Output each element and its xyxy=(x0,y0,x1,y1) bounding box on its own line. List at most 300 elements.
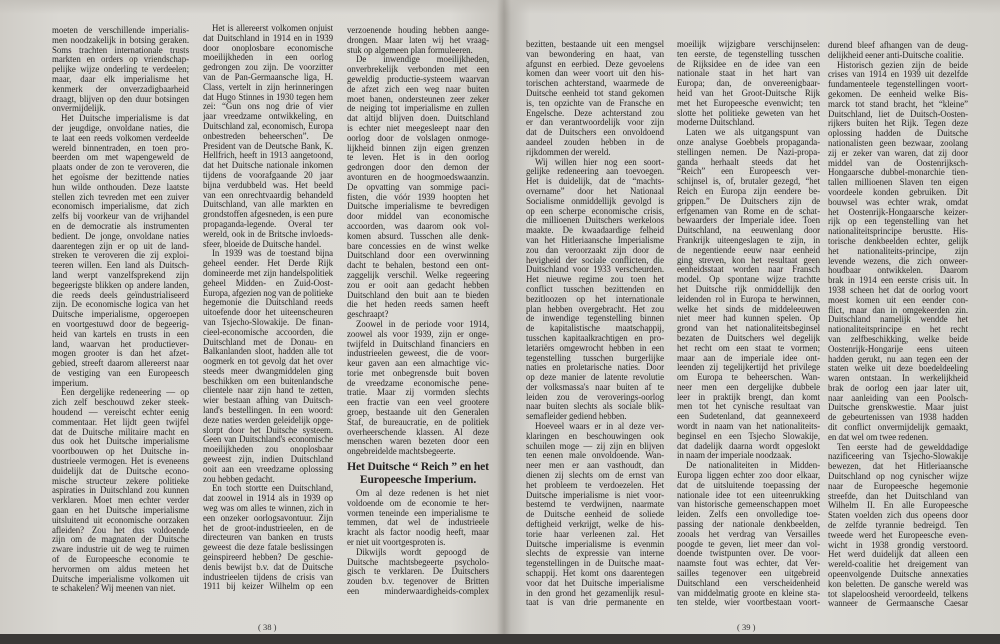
text-line: dacht te behalen, bestond een ont- xyxy=(347,260,489,271)
paragraph xyxy=(347,26,489,55)
text-line: van middelmatig groote en kleine sta- xyxy=(677,587,820,598)
text-line: gisch te verklaren. De Duitschers xyxy=(347,566,489,577)
text-line: erfgenamen van Rome en de schat- xyxy=(677,205,820,216)
text-line: eenheidsstaat worden naar Fransch xyxy=(677,264,820,275)
text-line: wicht in 1938 grondig verstoord. xyxy=(828,539,968,550)
paragraph xyxy=(347,55,489,320)
text-line: jaar vreedzame ontwikkeling, en xyxy=(203,111,333,122)
text-line: Duitsche imperialisme is niet voor- xyxy=(526,489,664,500)
paragraph xyxy=(347,320,489,457)
text-line: crises van 1914 en 1939 uit dezelfde xyxy=(828,69,968,80)
text-line: een onzeker oorlogsavontuur. Zijn xyxy=(203,512,333,523)
text-line: gedrongen zou zijn. De voorzitter xyxy=(203,62,333,73)
text-line: delijkheid eener anti-Duitsche coalitie. xyxy=(828,49,964,60)
text-line: zei: “Gun ons nog drie of vier xyxy=(203,101,333,112)
text-line: zware industrie uit de weg te ruimen xyxy=(52,544,189,555)
paragraph xyxy=(526,158,664,423)
paragraph xyxy=(203,484,333,592)
text-line: clientele naar zijn hand te zetten, xyxy=(203,385,333,396)
text-line: Duitschland, na eeuwenlang door xyxy=(677,225,820,236)
text-line: bewezen, dat het Hitleriaansche xyxy=(828,461,968,472)
text-column-6 xyxy=(828,41,968,609)
text-line: van het Hitleriaansche Imperialisme xyxy=(526,234,664,245)
text-line: Europa, afgezien nog van de politieke xyxy=(203,287,333,298)
text-line: letariërs omgewrocht hebben in een xyxy=(526,342,664,353)
text-line: gedrongen door den demon der xyxy=(347,162,489,173)
text-line: afgunst en eerbied. Deze gevoelens xyxy=(526,58,664,69)
page-number-right: ( 39 ) xyxy=(737,622,756,632)
text-line: avonturen en de hoogmoedswaanzin. xyxy=(347,171,489,182)
text-line: Frankrijk uiteengeslagen te zijn, in xyxy=(677,234,820,245)
text-line: industrieelen tijdens de crisis van xyxy=(203,571,333,582)
text-line: neer men er aan vasthoudt, dan xyxy=(526,460,664,471)
text-line: torie haar verleenen zal. Het xyxy=(526,528,664,539)
text-line: nationaliteitsprincipe berustte. His- xyxy=(828,226,968,237)
text-line: leer in praktijk brengt, dan komt xyxy=(677,391,820,402)
text-line: dat altijd blijven doen. Duitschland xyxy=(347,113,489,124)
text-line: men tot het cynische resultaat van xyxy=(677,401,820,412)
text-line: ten eenen male onvoldoende. Wan- xyxy=(526,450,664,461)
text-line: hadden gerukt, nu aan tegen een der xyxy=(828,353,968,364)
text-line: bestemd te verdwijnen, naarmate xyxy=(526,499,664,510)
text-line: tegenstellingen in de Duitsche maat- xyxy=(526,558,664,569)
text-column-2 xyxy=(203,24,333,592)
text-line: is echter niet meegesleept naar den xyxy=(347,122,489,133)
text-line: Duitschland door een overwinning xyxy=(347,250,489,261)
text-line: dienen zij slechts om de ernst van xyxy=(526,470,664,481)
text-line: zijn. De economische logica van het xyxy=(52,299,189,310)
text-line: Staf, de bureaucratie, en de politiek xyxy=(347,416,489,427)
text-line: der jeugdige, onvoldane naties, die xyxy=(52,122,189,133)
text-line: overname” door het Nationaal xyxy=(526,185,664,196)
text-line: afleiden? Zou het dus voldoende xyxy=(52,524,189,535)
text-line: de inwendige tegenstelling binnen xyxy=(526,313,664,324)
heading-line: Het Duitsche “ Reich ” en het xyxy=(347,460,489,474)
text-line: houdend — vereischt echter eenig xyxy=(52,407,189,418)
text-line: taat is van drie permanente en xyxy=(526,597,664,608)
text-line: accoorden, was daarom ook vol- xyxy=(347,220,489,231)
text-line: naar buiten slechts als sociale blik- xyxy=(526,401,664,412)
text-line: overheerschende klassen. Al deze xyxy=(347,426,489,437)
text-line: voldoende om de economie te her- xyxy=(347,497,489,508)
text-line: Zoowel in de periode voor 1914, xyxy=(356,318,489,329)
text-line: tot slapeloosheid veroordeeld, telkens xyxy=(828,588,968,599)
text-line: niet meer had kunnen spelen. Op xyxy=(677,313,820,324)
text-line: naar aanleiding van een Poolsch- xyxy=(828,392,968,403)
text-line: industrieelen geweest, die de voor- xyxy=(347,348,489,359)
text-line: Om al deze redenen is het niet xyxy=(356,488,489,499)
text-line: voordeele konden gebruiken. Dit xyxy=(828,186,968,197)
text-line: Duitschland, van alle markten en xyxy=(203,199,333,210)
text-column-3 xyxy=(347,26,489,597)
text-line: wanneer de Germaansche Caesar xyxy=(828,598,968,609)
text-line: De opvatting van sommige paci- xyxy=(347,181,489,192)
text-line: grondstoffen afgesneden, is een pure xyxy=(203,209,333,220)
text-line: gebied, streeft daarom allereerst naar xyxy=(52,358,189,369)
text-line: en voortgestuwd door de begeerig- xyxy=(52,318,189,329)
text-line: het Duitsche rijk onmiddellijk den xyxy=(677,283,820,294)
paragraph xyxy=(52,114,189,388)
text-line: directeuren van banken en trusts xyxy=(203,532,333,543)
text-line: dat Hugo Stinnes in 1930 tegen hem xyxy=(203,91,333,102)
text-line: ooit aan een vreedzame oplossing xyxy=(203,463,333,474)
text-line: dat de uitsluitende toepassing der xyxy=(677,479,820,490)
text-line: grond van het nationaliteitsbeginsel xyxy=(677,323,820,334)
text-line: Wilhelm II. En alle Europeesche xyxy=(828,500,968,511)
text-line: dat dadelijk daarna wordt opgeslokt xyxy=(677,440,820,451)
text-line: sfeer, bloeide de Duitsche handel. xyxy=(203,238,322,249)
text-line: zijn om de magnaten der Duitsche xyxy=(52,534,189,545)
text-line: het egoïsme der bezittende naties xyxy=(52,171,189,182)
text-line: de vestiging van een Europeesch xyxy=(52,367,189,378)
text-line: nationale staat in het hart van xyxy=(677,68,820,79)
text-line: Het werd duidelijk dat alleen een xyxy=(828,549,968,560)
paragraph xyxy=(828,443,968,610)
text-line: streken te veroveren die zij exploi- xyxy=(52,250,189,261)
text-line: houdbaar ontwikkelen. Daarom xyxy=(828,265,968,276)
text-line: Hongaarsche dubbel-monarchie tien- xyxy=(828,167,968,178)
text-line: dus ook het Duitsche imperialisme xyxy=(52,436,189,447)
text-line: die het heden reeds samen heeft xyxy=(347,299,489,310)
text-line: maar aan de imperiale idee ont- xyxy=(677,352,820,363)
text-line: der volksmassa's naar buiten af te xyxy=(526,381,664,392)
text-line: dat het Duitsche nationale inkomen xyxy=(203,160,333,171)
text-line: 1938 scheen het dat de oorlog voort xyxy=(828,284,968,295)
text-line: schijnsel is, of, brutaler gezegd, “het xyxy=(677,176,820,187)
text-line: stuk op algemeen plan formuleeren. xyxy=(347,44,473,55)
text-line: groep, bestaande uit den Generalen xyxy=(347,407,489,418)
text-line: Hoeveel waars er in al deze ver- xyxy=(535,421,664,432)
text-line: lijkheid binnen zijn eigen grenzen xyxy=(347,142,489,153)
text-line: streefde, dan het Duitschland van xyxy=(828,490,968,501)
text-line: ging streven, kon het resultaat geen xyxy=(677,254,820,265)
text-line: ongebreidelde machtsbegeerte. xyxy=(347,446,456,457)
text-line: ten eerste, de tegenstelling tusschen xyxy=(677,48,820,59)
text-line: Reich en Europa zijn eendere be- xyxy=(677,185,820,196)
text-line: Europa; dan, de onvereenigbaar- xyxy=(677,78,820,89)
text-line: voor dat het Duitsche imperialisme xyxy=(526,577,664,588)
text-line: gelijke redeneering aan toevoegen. xyxy=(526,166,664,177)
text-line: heid van het Groot-Duitsche Rijk xyxy=(677,87,820,98)
paragraph xyxy=(203,24,333,249)
text-line: van de Pan-Germaansche liga, H. xyxy=(203,71,333,82)
text-line: domineerde met zijn handelspolitiek xyxy=(203,267,333,278)
text-line: rijk op een tegenstelling van het xyxy=(828,216,968,227)
text-line: duidelijk dat de Duitsche econo- xyxy=(52,465,189,476)
text-line: Class, vertelt in zijn herinneringen xyxy=(203,81,333,92)
text-line: Duitschland zal, economisch, Europa xyxy=(203,120,333,131)
text-line: Duitsche machtsbegeerte psycholo- xyxy=(347,556,489,567)
text-line: bezaten de Duitschers wel degelijk xyxy=(677,332,820,343)
text-line: tweede werd het Europeesche even- xyxy=(828,529,968,540)
text-line: staten welke uit deze boedeldeeling xyxy=(828,363,968,374)
page-number-left: ( 38 ) xyxy=(258,622,277,632)
text-line: schuilen moge — zij zijn en blijven xyxy=(526,440,664,451)
text-line: onbestreden beheerschen”. De xyxy=(203,130,333,141)
paragraph xyxy=(347,489,489,548)
text-line: kon beletten. De gansche wereld was xyxy=(828,578,968,589)
text-line: weg was om alles te winnen, zich in xyxy=(203,503,333,514)
text-line: door onoplosbare economische xyxy=(203,42,333,53)
text-line: durend bleef afhangen van de deug- xyxy=(828,40,968,50)
text-line: semafleider gediend hebben. xyxy=(526,411,627,422)
text-line: tallen millioenen Slaven ten eigen xyxy=(828,177,968,188)
text-line: begeerigste blikken op andere landen, xyxy=(52,279,189,290)
text-line: De nationaliteiten in Midden- xyxy=(686,460,820,471)
text-line: Dikwijls wordt gepoogd de xyxy=(356,546,489,557)
text-line: verklaren. Moet men echter verder xyxy=(52,495,189,506)
text-line: er niet uit voortgesproten is. xyxy=(347,537,446,548)
text-line: passing der nationale denkbeelden, xyxy=(677,519,820,530)
text-line: Het Duitsche imperialisme is dat xyxy=(61,113,189,124)
text-line: levende wezens, die zich onweer- xyxy=(828,255,968,266)
text-line: kracht als factor noodig heeft, maar xyxy=(347,527,489,538)
text-line: dat de Duitschers een onvoldoend xyxy=(526,127,664,138)
text-line: Duitschland den buit aan te bieden xyxy=(347,289,489,300)
text-line: wereld-coalitie het dreigement van xyxy=(828,559,968,570)
text-line: oplossing hadden de Duitsche xyxy=(828,128,968,139)
text-line: onvermijdelijk. xyxy=(52,103,106,114)
text-line: op een scherpe economische crisis, xyxy=(526,205,664,216)
paragraph xyxy=(347,548,489,597)
text-line: kenmerk der onverzadigbaarheid xyxy=(52,83,189,94)
text-line: op deze manier de latente revolutie xyxy=(526,372,664,383)
paragraph xyxy=(526,40,664,158)
text-line: moet banen, ondersteunen zeer zeker xyxy=(347,93,489,104)
text-line: hevigheid der sociale conflicten, die xyxy=(526,254,664,265)
text-line: stellingen nemen. De Nazi-propa- xyxy=(677,146,820,157)
text-line: Socialisme onmiddellijk gevolgd is xyxy=(526,195,664,206)
text-line: imperium. xyxy=(52,377,89,388)
text-line: Het nieuwe regime zou toen het xyxy=(526,274,664,285)
text-line: Duitsche grenskwestie. Maar juist xyxy=(828,402,968,413)
text-line: onverbrekelijk verbonden met een xyxy=(347,64,489,75)
text-line: land werpt vanzelfsprekend zijn xyxy=(52,269,189,280)
text-line: leenden zij tegelijkertijd het privilege xyxy=(677,362,820,373)
text-line: bijna verdubbeld was. Het beeld xyxy=(203,179,333,190)
text-line: zich zelf beschouwd zeker steek- xyxy=(52,397,189,408)
text-line: poogde te geven, liet meer dan vol- xyxy=(677,538,820,549)
text-line: bare concessies en de winst welke xyxy=(347,240,489,251)
text-line: geheel eender. Het Derde Rijk xyxy=(203,258,333,269)
text-line: leidenden rol in Europa te herwinnen, xyxy=(677,293,820,304)
text-line: de gebeurtenissen van 1938 hadden xyxy=(828,412,968,423)
text-line: moeilijkheden in een oorlog xyxy=(203,52,333,63)
text-line: menschen waren bezeten door een xyxy=(347,436,489,447)
text-line: de neiging tot imperialisme en zullen xyxy=(347,103,489,114)
text-line: mische structeur zekere politieke xyxy=(52,475,189,486)
text-line: geweest die deze fatale beslissingen xyxy=(203,542,333,553)
text-line: van historische gemeenschappen moet xyxy=(677,499,820,510)
text-line: grippen.” De Duitschers zijn de xyxy=(677,195,820,206)
text-line: land, waarvan het productiever- xyxy=(52,338,189,349)
text-line: Staten voelden zich dus opeens door xyxy=(828,510,968,521)
text-line: van zelfbeschikking, welke beide xyxy=(828,333,968,344)
text-line: moderne Duitschland. xyxy=(677,117,755,128)
text-column-1 xyxy=(52,26,189,594)
text-line: slechts de expressie van interne xyxy=(526,548,664,559)
text-line: plan hebben overgebracht. Het zou xyxy=(526,303,664,314)
text-line: en de democratie als instrumenten xyxy=(52,220,189,231)
text-line: de afzet zich een weg naar buiten xyxy=(347,83,489,94)
text-line: brak in 1914 een eerste crisis uit. In xyxy=(828,275,968,286)
text-line: er dan verantwoordelijk voor zijn xyxy=(526,117,664,128)
text-line: Engelsche. Deze achterstand zou xyxy=(526,107,664,118)
text-line: rijkdommen der wereld. xyxy=(526,146,611,157)
text-line: commentaar. Het lijdt geen twijfel xyxy=(52,416,189,427)
text-line: beschikken om een buitenlandsche xyxy=(203,375,333,386)
text-line: nazificeering van Tsjecho-Slowakije xyxy=(828,451,968,462)
text-line: geweldig productie-systeem waarvan xyxy=(347,73,489,84)
text-line: het recht om een staat te vormen; xyxy=(677,342,820,353)
text-line: komen absurd. Tusschen alle denk- xyxy=(347,230,489,241)
text-line: fundamenteele tegenstellingen voort- xyxy=(828,79,968,90)
text-line: zou dan veroorzaakt zijn door de xyxy=(526,244,664,255)
paragraph xyxy=(677,40,820,128)
text-line: heid van kartels en trusts in een xyxy=(52,328,189,339)
text-line: twijfeld in Duitschland financiers en xyxy=(347,338,489,349)
text-line: Historisch gezien zijn de beide xyxy=(837,59,968,70)
text-line: ten stelde, wier voortbestaan voort- xyxy=(677,597,820,608)
text-line: dat zoowel in 1914 als in 1939 op xyxy=(203,493,333,504)
text-line: tijdens de voorafgaande 20 jaar xyxy=(203,169,333,180)
text-line: Duitsche imperialisme volkomen uit xyxy=(52,573,189,584)
text-line: De inwendige moeilijkheden, xyxy=(356,54,489,65)
text-line: Duitsche imperialisme is evenmin xyxy=(526,538,664,549)
text-line: zou er ooit aan gedacht hebben xyxy=(347,279,489,290)
text-line: men noodzakelijk in botsing geraken. xyxy=(52,34,189,45)
text-line: naties en proletarische naties. Door xyxy=(526,362,664,373)
text-line: door middel van economische xyxy=(347,211,489,222)
text-line: wordt in naam van het nationaliteits- xyxy=(677,421,820,432)
text-line: komen dan weer voort uit den his- xyxy=(526,68,664,79)
text-line: Duitschland met de Donau- en xyxy=(203,336,333,347)
text-line: uitoefende door het uiteenscheuren xyxy=(203,307,333,318)
text-line: sailles tegenover een uitgebreid xyxy=(677,568,820,579)
text-line: van bewondering en haat, van xyxy=(526,48,664,59)
text-line: maakte. De kwaadaardige felheid xyxy=(526,225,664,236)
text-line: zou hebben gedacht. xyxy=(203,473,275,484)
text-line: land's bestellingen. In een woord: xyxy=(203,405,333,416)
text-line: dat Duitschland in 1914 en in 1939 xyxy=(203,32,333,43)
text-line: geinspireerd hebben? De geschie- xyxy=(203,552,333,563)
paragraph xyxy=(52,388,189,594)
text-line: aandeel zouden hebben in de xyxy=(526,136,664,147)
text-line: marck tot stand bracht, het “kleine” xyxy=(828,98,968,109)
text-line: is, ten opzichte van de Fransche en xyxy=(526,97,664,108)
text-line: propaganda-legende. Overal ter xyxy=(203,218,333,229)
text-line: moeilijk wijzigbare verschijnselen: xyxy=(677,39,820,49)
text-line: om Europa te beheerschen. Wan- xyxy=(677,372,820,383)
text-line: een Sudetenland, dat geannexeerd xyxy=(677,411,820,422)
text-line: oogmerk en tot gevolg dat het over xyxy=(203,356,333,367)
paragraph xyxy=(828,41,968,61)
text-line: ganda herhaalt steeds dat het xyxy=(677,156,820,167)
text-line: cieel-economische accoorden, die xyxy=(203,326,333,337)
text-line: de Rijksidee en de idee van een xyxy=(677,58,820,69)
text-line: te laat een reeds volkomen verdeelde xyxy=(52,132,189,143)
text-line: Europa liggen echter zoo door elkaar, xyxy=(677,470,820,481)
text-line: daarentegen zijn er op uit de land- xyxy=(52,240,189,251)
text-line: model. Op spontane wijze trachtte xyxy=(677,274,820,285)
text-line: schappij. Het komt ons daarentegen xyxy=(526,568,664,579)
text-line: markten en orders op vriendschap- xyxy=(52,54,189,65)
heading-line: Europeesche Imperium. xyxy=(359,472,477,486)
text-line: “Reich” een Europeesch ver- xyxy=(677,166,820,177)
text-line: dat de Duitsche militaire macht en xyxy=(52,426,189,437)
text-line: moeten de verschillende imperialis- xyxy=(52,25,189,35)
text-line: klaringen en beschouwingen ook xyxy=(526,430,664,441)
text-line: Duitschland voor 1933 verscheurden. xyxy=(526,264,664,275)
text-line: van een onrechtvaardig behandeld xyxy=(203,189,333,200)
text-line: Laten we als uitgangspunt van xyxy=(686,127,820,138)
text-line: deftigheid verkrijgt, welke de his- xyxy=(526,519,664,530)
text-line: bouwsel was echter wrak, omdat xyxy=(828,196,968,207)
text-line: oorlog door de volslagen onmoge- xyxy=(347,132,489,143)
text-line: maar, daar elk imperialisme het xyxy=(52,73,189,84)
text-line: slorpt door het Duitsche systeem. xyxy=(203,424,333,435)
text-line: in den grond het gezamenlijk resul- xyxy=(526,587,664,598)
text-line: In 1939 was de toestand bijna xyxy=(212,248,333,259)
text-line: bezitten, bestaande uit een mengsel xyxy=(526,39,664,49)
paragraph xyxy=(52,26,189,114)
text-line: torische denkbeelden echter, gelijk xyxy=(828,235,968,246)
text-line: de kapitalistische maatschappij, xyxy=(526,323,664,334)
text-line: fisten, die vóór 1939 hoopten het xyxy=(347,191,489,202)
text-line: of de Europeesche economie te xyxy=(52,554,189,565)
text-line: een fractie van een veel grootere xyxy=(347,397,489,408)
text-line: de zelfde tyrannie bedreigd. Ten xyxy=(828,520,968,531)
text-line: leiden. Zelfs een onvolledige toe- xyxy=(677,509,820,520)
paragraph xyxy=(677,128,820,461)
text-line: zelfs bij voorkeur van de vrijhandel xyxy=(52,211,189,222)
text-line: beerden om met wapengeweld de xyxy=(52,152,189,163)
text-line: Het is allereerst volkomen onjuist xyxy=(212,23,333,33)
text-line: brak de oorlog een jaar later uit, xyxy=(828,382,968,393)
text-line: het probleem te verdoezelen. Het xyxy=(526,479,664,490)
text-line: hun wilde onthouden. Deze laatste xyxy=(52,181,189,192)
text-line: zaggelijk verschil. Welke regeering xyxy=(347,269,489,280)
text-line: rijkers buiten het Rijk. Tegen deze xyxy=(828,118,968,129)
text-line: President van de Deutsche Bank, K. xyxy=(203,140,333,151)
text-line: wier bestaan afhing van Duitsch- xyxy=(203,395,333,406)
text-column-5 xyxy=(677,40,820,608)
text-line: torie met onbegrensde buit boven xyxy=(347,367,489,378)
text-line: gekomen. De eenheid welke Bis- xyxy=(828,88,968,99)
text-line: verzoenende houding hebben aange- xyxy=(347,25,489,35)
text-line: middel van de Oostenrijksch- xyxy=(828,157,968,168)
text-line: En toch stortte een Duitschland, xyxy=(212,483,333,494)
text-line: pelijke wijze onderling te verdeelen; xyxy=(52,64,189,75)
text-line: en dat wel om twee redenen. xyxy=(828,431,929,442)
paragraph xyxy=(203,249,333,484)
text-line: zooals het verdrag van Versailles xyxy=(677,528,820,539)
text-line: naar de Europeesche hegemonie xyxy=(828,480,968,491)
text-line: Soms trachten internationale trusts xyxy=(52,44,189,55)
text-line: tratie. Maar zij vormden slechts xyxy=(347,387,489,398)
text-line: vormen teneinde een imperialisme te xyxy=(347,507,489,518)
text-line: torischen achterstand, waarmede de xyxy=(526,78,664,89)
text-line: onze analyse Goebbels propaganda- xyxy=(677,136,820,147)
text-line: steeds meer dwangmiddelen ging xyxy=(203,365,333,376)
text-line: tegenstelling tusschen burgerlijke xyxy=(526,352,664,363)
text-line: Oostenrijk-Hongarije eens uiteen xyxy=(828,343,968,354)
text-line: stellen zich tevreden met een zuiver xyxy=(52,191,189,202)
text-line: keur gaven aan een almachtige vic- xyxy=(347,358,489,369)
text-line: te schakelen? Wij meenen van niet. xyxy=(52,583,176,594)
text-column-4 xyxy=(526,40,664,608)
paragraph xyxy=(677,461,820,608)
